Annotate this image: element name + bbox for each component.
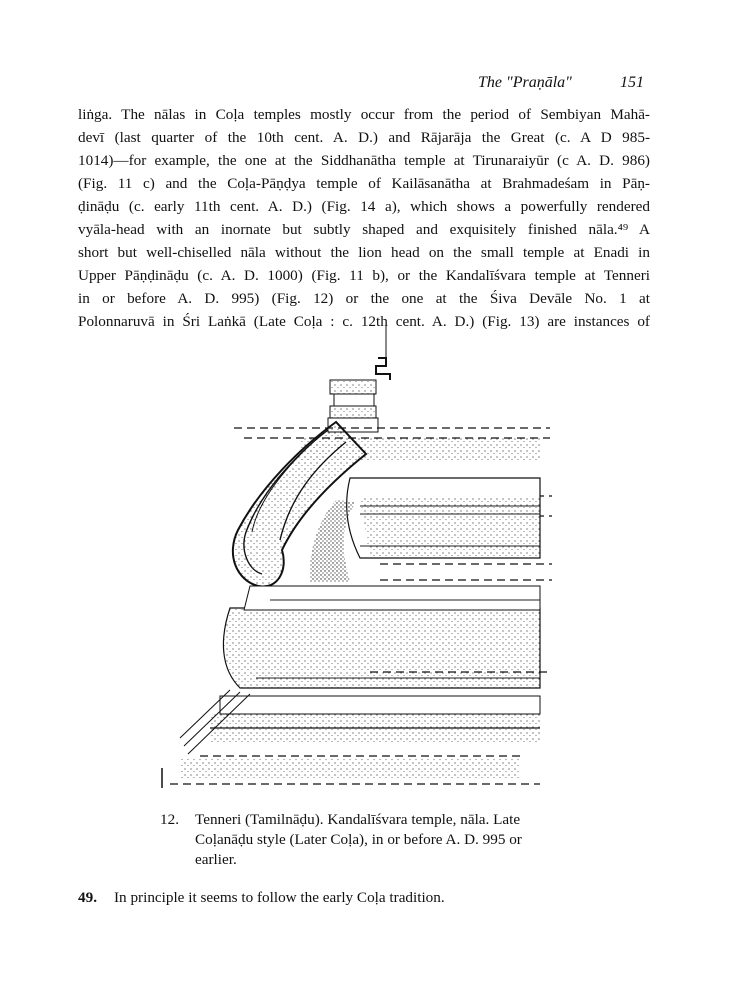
figure-number: 12. — [160, 811, 179, 828]
body-line: ḍināḍu (c. early 11th cent. A. D.) (Fig. 14 a), which shows a powerfully rendered — [78, 198, 650, 215]
body-line: Polonnaruvā in Śri Laṅkā (Late Coḷa : c. 12th cent. A. D.) (Fig. 13) are instances of — [78, 313, 650, 330]
running-title: The "Praṇāla" — [478, 74, 572, 91]
figure-12-drawing — [160, 318, 560, 798]
page-number: 151 — [620, 74, 644, 91]
body-line: liṅga. The nālas in Coḷa temples mostly occur from the period of Sembiyan Mahā- — [78, 106, 650, 123]
body-paragraph — [78, 103, 650, 333]
footnote-number: 49. — [78, 889, 97, 906]
body-line: in or before A. D. 995) (Fig. 12) or the one at the Śiva Devāle No. 1 at — [78, 290, 650, 307]
caption-text — [195, 810, 595, 870]
caption-line: Coḷanāḍu style (Later Coḷa), in or before A. D. 995 or — [195, 831, 522, 848]
body-line: 1014)—for example, the one at the Siddhanātha temple at Tirunaraiyūr (c A. D. 986) — [78, 152, 650, 169]
body-line: (Fig. 11 c) and the Coḷa-Pāṇḍya temple of Kailāsanātha at Brahmadeśam in Pāṇ- — [78, 175, 650, 192]
nala-line-drawing — [160, 318, 560, 798]
running-head — [0, 74, 737, 94]
body-line: Upper Pāṇḍināḍu (c. A. D. 1000) (Fig. 11 b), or the Kandalīśvara temple at Tenneri — [78, 267, 650, 284]
body-line: short but well-chiselled nāla without the lion head on the small temple at Enadi in — [78, 244, 650, 261]
caption-line: earlier. — [195, 851, 237, 868]
footnote-text: In principle it seems to follow the early Coḷa tradition. — [114, 889, 445, 906]
caption-line: Tenneri (Tamilnāḍu). Kandalīśvara temple, nāla. Late — [195, 811, 521, 828]
body-line: devī (last quarter of the 10th cent. A. D.) and Rājarāja the Great (c. A D 985- — [78, 129, 650, 146]
body-line: vyāla-head with an inornate but subtly shaped and exquisitely finished nāla.⁴⁹ A — [78, 221, 650, 238]
